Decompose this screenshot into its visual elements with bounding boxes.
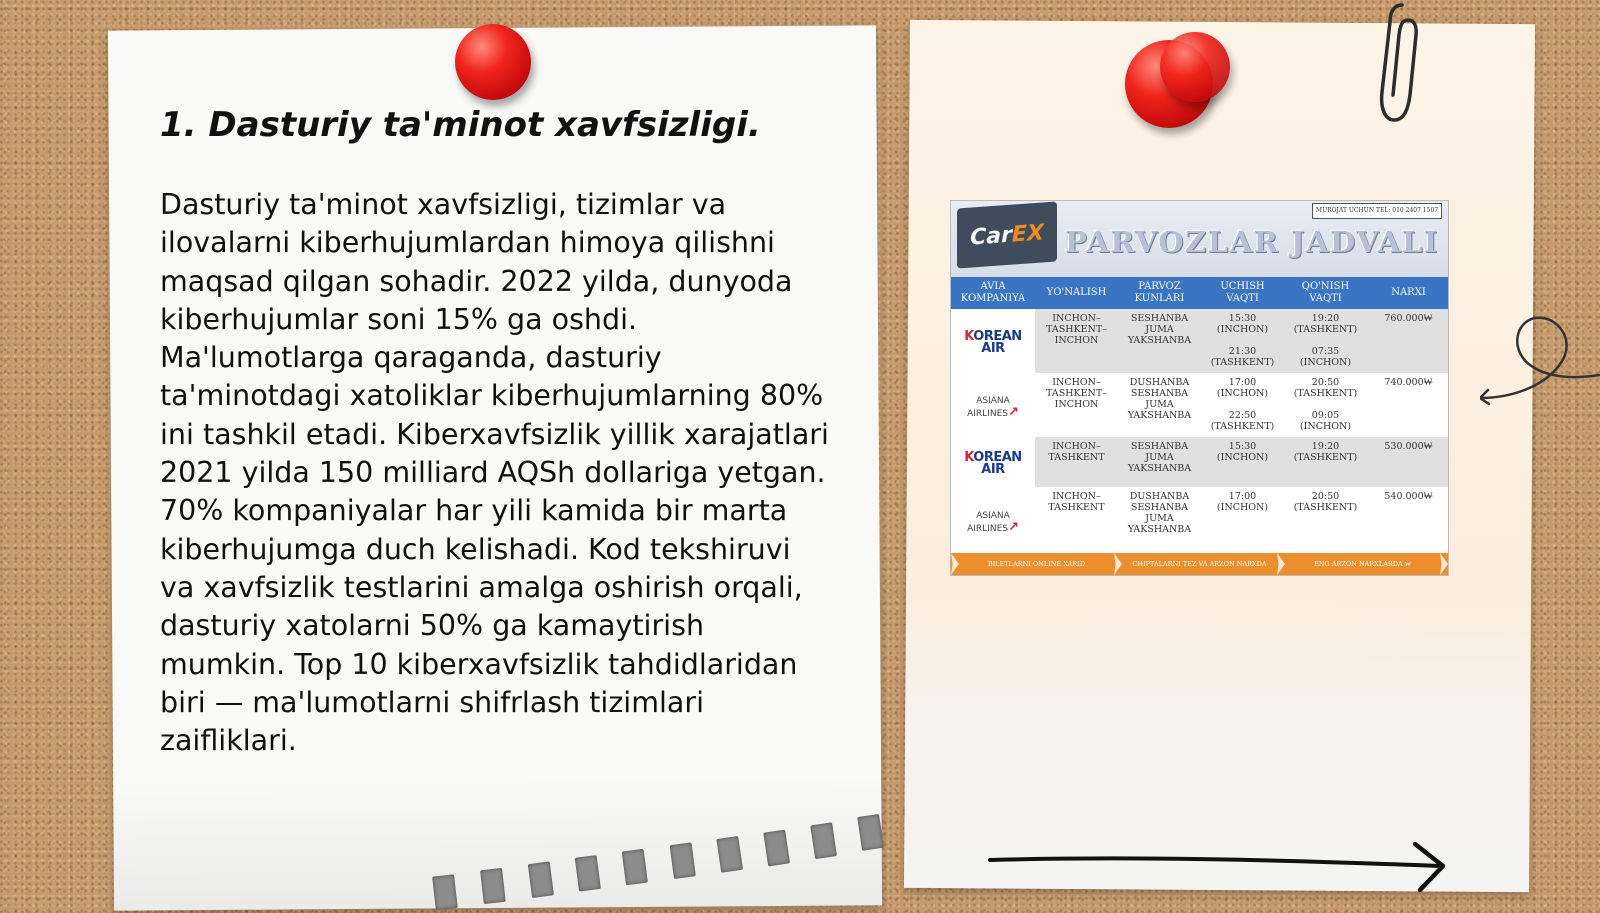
asiana-airlines-logo: ASIANA AIRLINES↗ [967, 510, 1019, 535]
table-row [951, 487, 1449, 553]
days-cell: DUSHANBA SESHANBA JUMA YAKSHANBA [1127, 377, 1192, 421]
price-cell: 530.000₩ [1367, 437, 1449, 487]
asiana-airlines-logo: ASIANA AIRLINES↗ [967, 395, 1019, 420]
route-cell: INCHON– TASHKENT [1035, 437, 1118, 487]
column-header: AVIA KOMPANIYA [951, 277, 1035, 309]
red-pushpin-icon [1160, 32, 1230, 102]
red-pushpin-icon [455, 24, 531, 100]
right-arrow-icon [985, 838, 1455, 896]
airline-cell [951, 437, 1035, 487]
chevron-right-icon [951, 553, 959, 575]
table-header-row [951, 277, 1449, 309]
notebook-hole [716, 836, 743, 873]
notebook-hole [810, 822, 837, 859]
notebook-hole [528, 861, 554, 898]
departure-cell: 15:30 (INCHON) [1201, 437, 1284, 487]
notebook-hole [575, 855, 601, 892]
column-header: PARVOZ KUNLARI [1118, 277, 1201, 309]
column-header: YO'NALISH [1035, 277, 1118, 309]
table-row [951, 437, 1449, 487]
contact-phone: MUROJAT UCHUN TEL: 010 2407 1507 [1312, 203, 1442, 219]
chevron-right-icon [1114, 553, 1122, 575]
carex-logo [957, 202, 1057, 269]
footer-segment: CHIPTALARNI TEZ VA ARZON NARXDA [1132, 560, 1267, 568]
chevron-right-icon [1440, 553, 1448, 575]
route-cell: INCHON– TASHKENT– INCHON [1035, 309, 1118, 373]
route-cell: INCHON– TASHKENT [1048, 491, 1105, 513]
schedule-table [951, 277, 1449, 553]
notebook-hole [763, 830, 790, 867]
korean-air-logo: KOREAN AIR [964, 329, 1022, 356]
route-cell: INCHON– TASHKENT– INCHON [1046, 377, 1107, 410]
column-header: NARXI [1367, 277, 1449, 309]
departure-cell: 17:00 (INCHON) 22:50 (TASHKENT) [1210, 377, 1275, 432]
table-row [951, 373, 1449, 437]
arrival-cell: 19:20 (TASHKENT) 07:35 (INCHON) [1284, 309, 1367, 373]
schedule-header [951, 201, 1448, 277]
price-cell: 760.000₩ [1367, 309, 1449, 373]
departure-cell: 15:30 (INCHON) 21:30 (TASHKENT) [1201, 309, 1284, 373]
arrival-cell: 20:50 (TASHKENT) [1293, 491, 1358, 513]
notebook-hole [432, 874, 458, 910]
schedule-title: PARVOZLAR JADVALI [1065, 225, 1439, 259]
days-cell: DUSHANBA SESHANBA JUMA YAKSHANBA [1127, 491, 1192, 535]
days-cell: SESHANBA JUMA YAKSHANBA [1118, 309, 1201, 373]
korean-air-logo: KOREAN AIR [964, 450, 1022, 477]
notebook-hole [622, 849, 648, 886]
logo-main: Car [970, 222, 1012, 251]
price-cell: 740.000₩ [1384, 377, 1433, 388]
departure-cell: 17:00 (INCHON) [1216, 491, 1269, 513]
notebook-hole [857, 814, 884, 851]
table-row [951, 309, 1449, 373]
footer-segment: BILETLARNI ONLINE XARID [987, 560, 1086, 568]
airline-cell [951, 309, 1035, 373]
chevron-right-icon [1277, 553, 1285, 575]
arrival-cell: 19:20 (TASHKENT) [1284, 437, 1367, 487]
paperclip-icon [1372, 0, 1422, 125]
footer-segment: ENG ARZON NARXLARDA ₩ [1314, 560, 1411, 568]
column-header: UCHISH VAQTI [1201, 277, 1284, 309]
column-header: QO'NISH VAQTI [1284, 277, 1367, 309]
doodle-loop-arrow-icon [1480, 310, 1600, 410]
body-paragraph: Dasturiy ta'minot xavfsizligi, tizimlar va ilovalarni kiberhujumlardan himoya qilishni maqsad qilgan sohadir. 2022 yilda, dunyoda kiberhujumlar soni 15% ga oshdi. Ma'lumotlarga qaraganda, dasturiy ta'minotdagi xatoliklar kiberhujumlarning 80% ini tashkil etadi. Kiberxavfsizlik yillik xarajatlari 2021 yilda 150 milliard AQSh dollariga yetgan. 70% kompaniyalar har yili kamida bir marta kiberhujumga duch kelishadi. Kod tekshiruvi va xavfsizlik testlarini amalga oshirish orqali, dasturiy xatolarni 50% ga kamaytirish mumkin. Top 10 kiberxavfsizlik tahdidlaridan biri — ma'lumotlarni shifrlash tizimlari zaifliklari. [160, 188, 829, 758]
schedule-footer-banner [951, 553, 1448, 575]
notebook-hole [480, 868, 506, 904]
airline-cell [951, 487, 1035, 553]
days-cell: SESHANBA JUMA YAKSHANBA [1118, 437, 1201, 487]
arrival-cell: 20:50 (TASHKENT) 09:05 (INCHON) [1293, 377, 1358, 432]
price-cell: 540.000₩ [1384, 491, 1433, 502]
slide-title: 1. Dasturiy ta'minot xavfsizligi. [160, 105, 761, 145]
flight-schedule-image [950, 200, 1449, 576]
notebook-hole [670, 842, 696, 879]
airline-cell [951, 373, 1035, 437]
logo-accent: EX [1011, 219, 1044, 248]
